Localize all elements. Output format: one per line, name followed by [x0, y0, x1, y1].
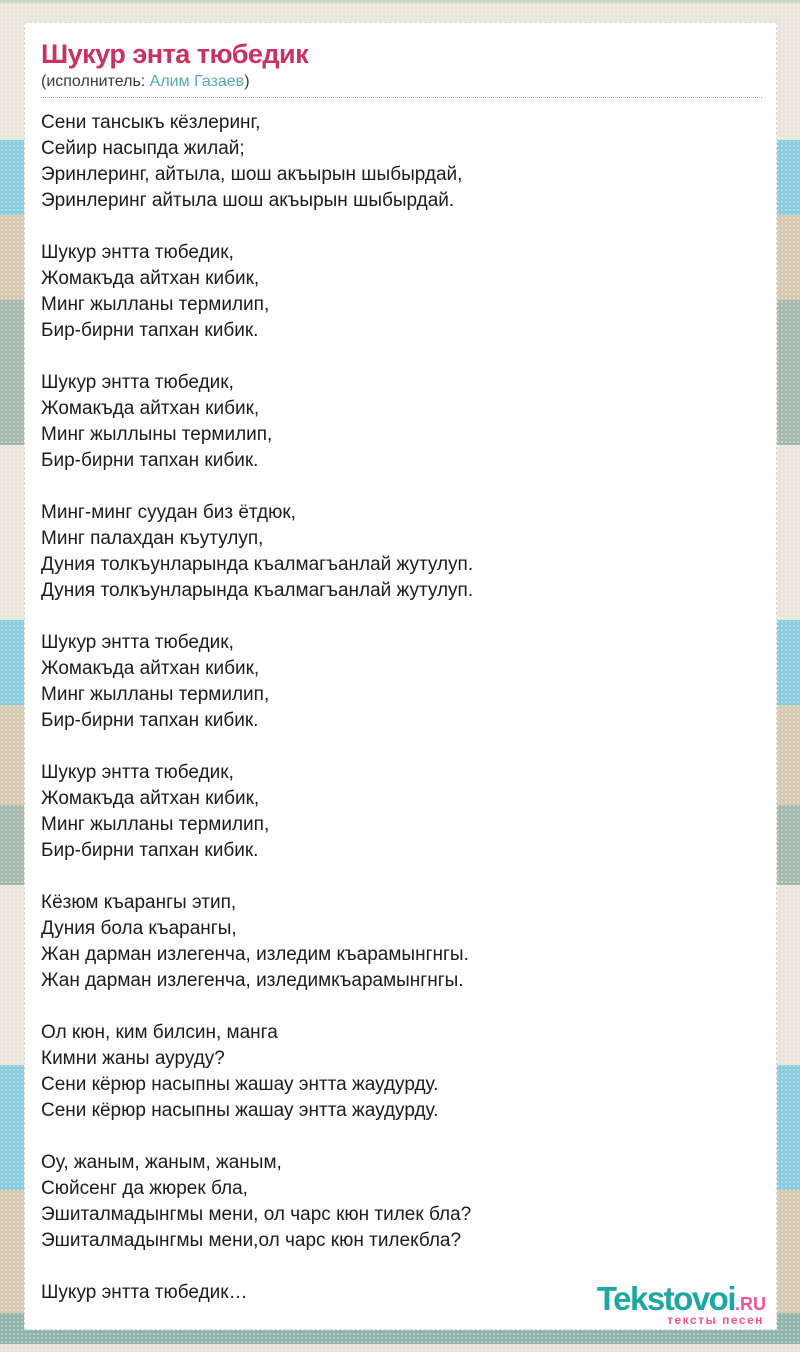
artist-line — [41, 72, 762, 97]
lyric-line: Дуния бола къарангы, — [41, 918, 237, 939]
lyric-line: Минг-минг суудан биз ётдюк, — [41, 502, 296, 523]
lyric-stanza — [41, 110, 762, 214]
artist-link[interactable]: Алим Газаев — [149, 73, 245, 90]
lyric-line: Минг жылланы термилип, — [41, 814, 270, 835]
lyric-line: Жомакъда айтхан кибик, — [41, 788, 260, 809]
artist-label-close: ) — [244, 73, 250, 90]
lyric-stanza — [41, 1150, 762, 1254]
lyric-line: Минг палахдан къутулуп, — [41, 528, 264, 549]
lyric-line: Сени кёрюр насыпны жашау энтта жаудурду. — [41, 1074, 439, 1095]
lyric-line: Жан дарман излегенча, изледимкъарамынгнгы. — [41, 970, 464, 991]
lyric-line: Сени тансыкъ кёзлеринг, — [41, 112, 261, 133]
song-title: Шукур энта тюбедик — [41, 39, 309, 69]
lyric-line: Шукур энтта тюбедик, — [41, 372, 234, 393]
lyric-line: Сейир насыпда жилай; — [41, 138, 245, 159]
lyric-line: Оу, жаным, жаным, жаным, — [41, 1152, 282, 1173]
lyric-line: Бир-бирни тапхан кибик. — [41, 710, 259, 731]
lyric-line: Жомакъда айтхан кибик, — [41, 268, 260, 289]
artist-label: (исполнитель: — [41, 73, 150, 90]
content-card — [24, 22, 777, 1330]
lyric-line: Шукур энтта тюбедик, — [41, 762, 234, 783]
logo-domain-suffix: .RU — [735, 1294, 766, 1314]
lyric-line: Эшиталмадынгмы мени,ол чарс кюн тилекбла? — [41, 1230, 462, 1251]
lyric-line: Бир-бирни тапхан кибик. — [41, 320, 259, 341]
lyrics-block — [41, 110, 762, 1306]
lyric-line: Сени кёрюр насыпны жашау энтта жаудурду. — [41, 1100, 439, 1121]
lyric-line: Бир-бирни тапхан кибик. — [41, 840, 259, 861]
lyric-line: Минг жыллыны термилип, — [41, 424, 273, 445]
lyric-line: Дуния толкъунларында къалмагъанлай жутулуп. — [41, 580, 474, 601]
lyric-line: Эринлеринг, айтыла, шош акъырын шыбырдай, — [41, 164, 463, 185]
lyric-line: Жомакъда айтхан кибик, — [41, 398, 260, 419]
lyric-stanza — [41, 760, 762, 864]
lyric-stanza — [41, 370, 762, 474]
lyric-line: Бир-бирни тапхан кибик. — [41, 450, 259, 471]
site-logo[interactable] — [597, 1282, 766, 1326]
lyric-stanza — [41, 500, 762, 604]
lyric-line: Жан дарман излегенча, изледим къарамынгнгы. — [41, 944, 469, 965]
lyric-line: Дуния толкъунларында къалмагъанлай жутулуп. — [41, 554, 474, 575]
lyric-stanza — [41, 630, 762, 734]
logo-tagline: тексты песен — [667, 1313, 764, 1327]
lyric-line: Минг жылланы термилип, — [41, 684, 270, 705]
lyric-stanza — [41, 1020, 762, 1124]
lyric-line: Сюйсенг да жюрек бла, — [41, 1178, 248, 1199]
lyric-line: Шукур энтта тюбедик, — [41, 242, 234, 263]
lyric-line: Минг жылланы термилип, — [41, 294, 270, 315]
logo-text: Tekstovoi — [596, 1280, 735, 1317]
lyric-line: Шукур энтта тюбедик, — [41, 632, 234, 653]
lyric-line: Жомакъда айтхан кибик, — [41, 658, 260, 679]
lyric-stanza — [41, 240, 762, 344]
lyric-line: Кимни жаны ауруду? — [41, 1048, 225, 1069]
logo-wordmark — [597, 1282, 766, 1315]
lyric-stanza — [41, 890, 762, 994]
lyric-line: Шукур энтта тюбедик… — [41, 1282, 248, 1303]
lyric-line: Ол кюн, ким билсин, манга — [41, 1022, 278, 1043]
lyric-line: Кёзюм къарангы этип, — [41, 892, 237, 913]
lyric-line: Эринлеринг айтыла шош акъырын шыбырдай. — [41, 190, 455, 211]
lyric-line: Эшиталмадынгмы мени, ол чарс кюн тилек бла? — [41, 1204, 472, 1225]
dotted-separator — [41, 97, 762, 98]
